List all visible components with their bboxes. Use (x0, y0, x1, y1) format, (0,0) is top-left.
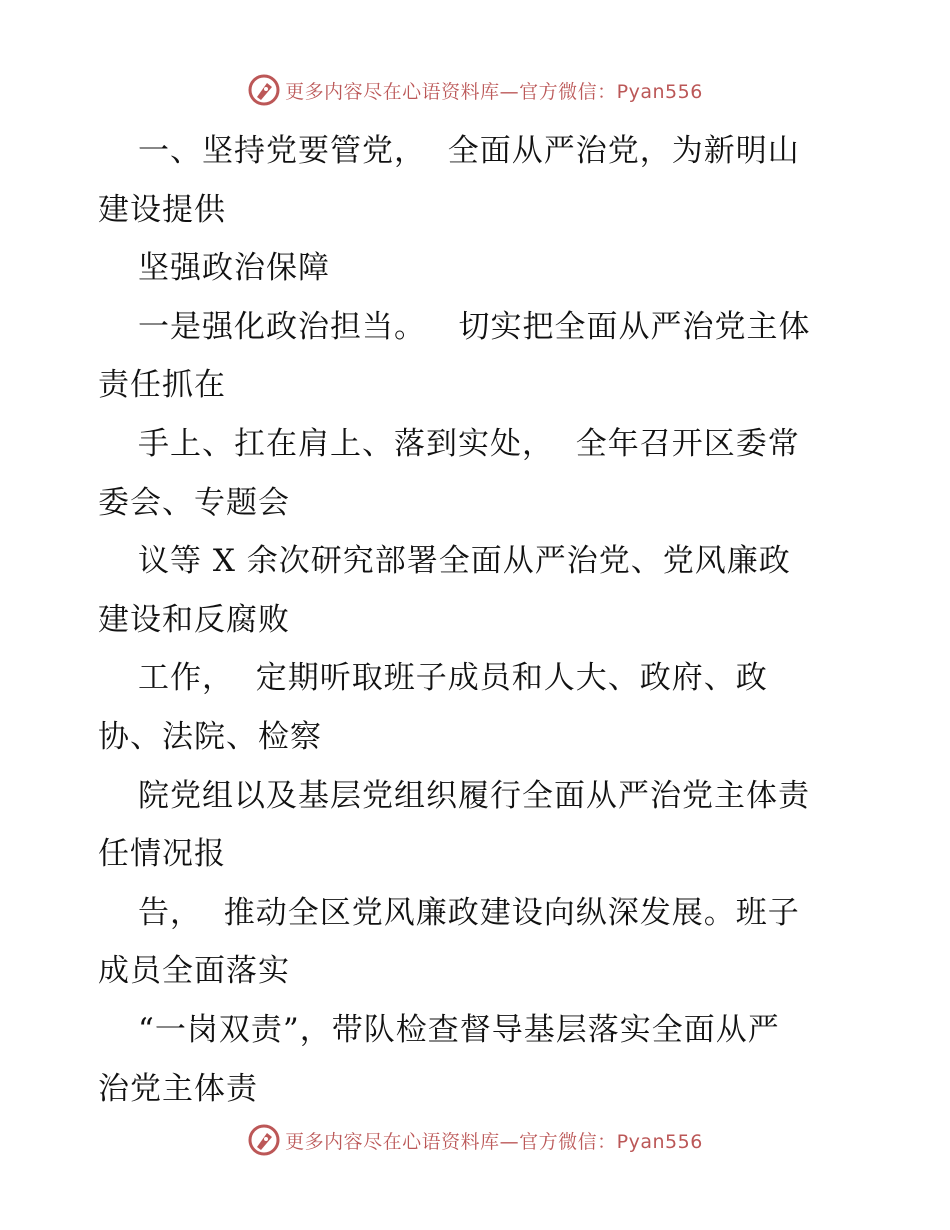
text-line: 治党主体责 (98, 1070, 258, 1107)
text-line: 一是强化政治担当。 切实把全面从严治党主体 (138, 308, 811, 345)
pen-nib-circle-logo-icon (247, 73, 281, 107)
text-line: “一岗双责”，带队检查督导基层落实全面从严 (138, 1011, 780, 1048)
text-line: 责任抓在 (98, 367, 226, 404)
text-line: 任情况报 (98, 836, 226, 873)
text-line: 议等 X 余次研究部署全面从严治党、党风廉政 (138, 543, 791, 580)
text-line: 工作， 定期听取班子成员和人大、政府、政 (138, 660, 768, 697)
text-line: 手上、扛在肩上、落到实处， 全年召开区委常 (138, 425, 800, 462)
text-line: 成员全面落实 (98, 953, 290, 990)
pen-nib-circle-logo-icon (247, 1123, 281, 1157)
text-line: 建设提供 (98, 191, 226, 228)
footer-watermark (0, 1120, 950, 1160)
text-line: 坚强政治保障 (138, 250, 330, 287)
text-line: 一、坚持党要管党， 全面从严治党，为新明山 (138, 133, 800, 169)
document-body (98, 122, 858, 1118)
watermark-text: 更多内容尽在心语资料库—官方微信：Pyan556 (285, 1130, 703, 1153)
header-watermark (0, 70, 950, 110)
text-line: 委会、专题会 (98, 484, 290, 521)
watermark-text: 更多内容尽在心语资料库—官方微信：Pyan556 (285, 80, 703, 103)
text-line: 协、法院、检察 (98, 718, 322, 755)
text-line: 建设和反腐败 (98, 601, 290, 638)
text-line: 告， 推动全区党风廉政建设向纵深发展。班子 (138, 894, 800, 931)
text-line: 院党组以及基层党组织履行全面从严治党主体责 (138, 777, 810, 814)
